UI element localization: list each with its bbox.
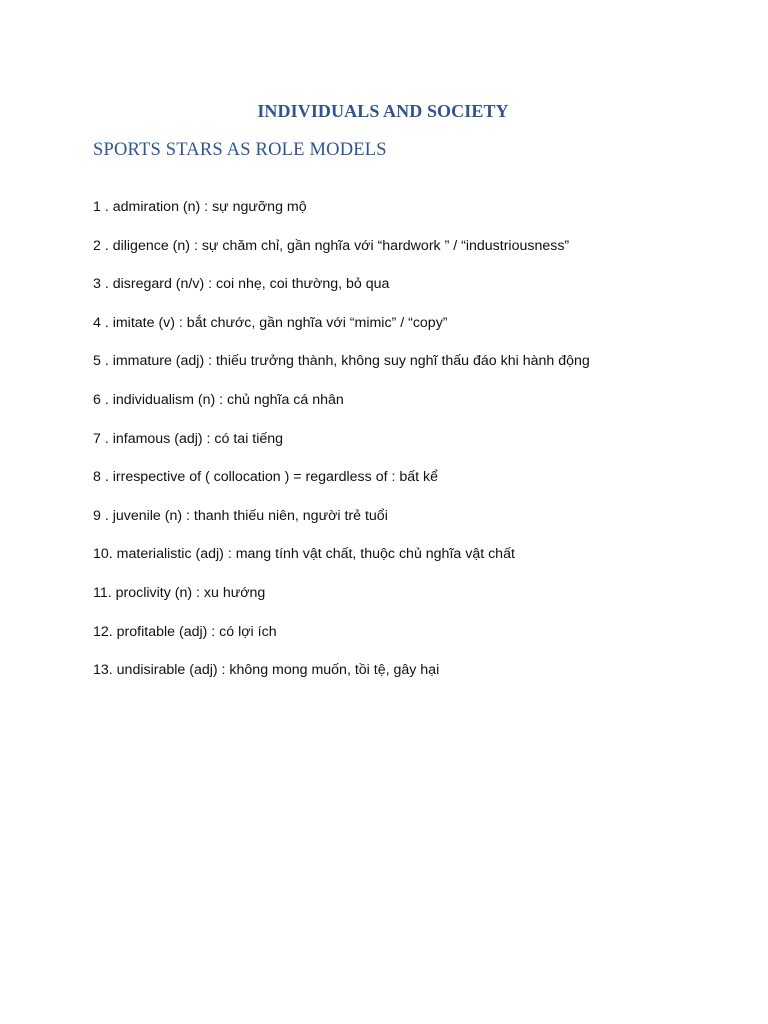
vocab-item-9: 9 . juvenile (n) : thanh thiếu niên, người trẻ tuổi xyxy=(93,507,388,524)
vocabulary-list xyxy=(93,197,590,699)
vocab-item-7: 7 . infamous (adj) : có tai tiếng xyxy=(93,430,284,447)
document-title: INDIVIDUALS AND SOCIETY xyxy=(257,101,509,121)
document-subtitle: SPORTS STARS AS ROLE MODELS xyxy=(93,140,387,160)
vocab-item-13: 13. undisirable (adj) : không mong muốn, tồi tệ, gây hại xyxy=(93,662,440,679)
vocab-item-6: 6 . individualism (n) : chủ nghĩa cá nhân xyxy=(93,391,344,408)
vocab-item-5: 5 . immature (adj) : thiếu trưởng thành, không suy nghĩ thấu đáo khi hành động xyxy=(93,353,590,370)
vocab-item-2: 2 . diligence (n) : sự chăm chỉ, gần nghĩa với “hardwork ” / “industriousness” xyxy=(93,237,570,254)
vocab-item-1: 1 . admiration (n) : sự ngưỡng mộ xyxy=(93,199,307,215)
vocab-item-10: 10. materialistic (adj) : mang tính vật chất, thuộc chủ nghĩa vật chất xyxy=(93,546,515,563)
vocab-item-4: 4 . imitate (v) : bắt chước, gần nghĩa với “mimic” / “copy” xyxy=(93,314,448,331)
vocab-item-3: 3 . disregard (n/v) : coi nhẹ, coi thường, bỏ qua xyxy=(93,276,390,293)
vocab-item-12: 12. profitable (adj) : có lợi ích xyxy=(93,623,277,640)
vocab-item-11: 11. proclivity (n) : xu hướng xyxy=(93,584,266,601)
vocab-item-8: 8 . irrespective of ( collocation ) = regardless of : bất kể xyxy=(93,469,438,486)
